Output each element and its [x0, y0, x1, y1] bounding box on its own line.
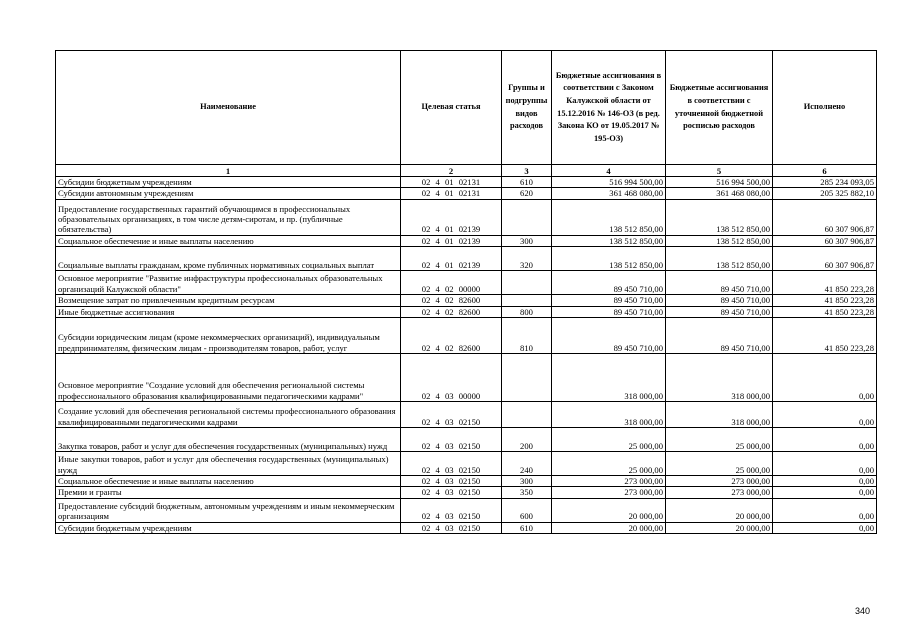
row-budget-refined: 318 000,00 — [666, 354, 773, 402]
row-name: Иные бюджетные ассигнования — [56, 306, 401, 317]
table-row — [56, 522, 877, 533]
row-target-article: 02 4 03 02150 — [401, 487, 502, 498]
row-budget-refined: 25 000,00 — [666, 428, 773, 452]
row-budget-law: 318 000,00 — [552, 402, 666, 428]
table-row — [56, 271, 877, 295]
row-executed: 0,00 — [773, 476, 877, 487]
row-expense-group: 600 — [502, 498, 552, 522]
row-executed: 205 325 882,10 — [773, 188, 877, 199]
row-budget-refined: 25 000,00 — [666, 452, 773, 476]
row-executed: 41 850 223,28 — [773, 306, 877, 317]
row-expense-group — [502, 199, 552, 235]
header-expense-groups: Группы и подгруппы видов расходов — [502, 51, 552, 165]
row-executed: 60 307 906,87 — [773, 247, 877, 271]
row-budget-law: 89 450 710,00 — [552, 295, 666, 306]
row-target-article: 02 4 02 82600 — [401, 295, 502, 306]
row-expense-group: 610 — [502, 177, 552, 188]
row-expense-group — [502, 271, 552, 295]
row-target-article: 02 4 03 00000 — [401, 354, 502, 402]
row-target-article: 02 4 03 02150 — [401, 428, 502, 452]
row-budget-refined: 273 000,00 — [666, 476, 773, 487]
table-row — [56, 247, 877, 271]
row-name: Социальное обеспечение и иные выплаты населению — [56, 476, 401, 487]
header-target-article: Целевая статья — [401, 51, 502, 165]
table-body — [56, 177, 877, 534]
row-budget-law: 318 000,00 — [552, 354, 666, 402]
row-budget-refined: 20 000,00 — [666, 522, 773, 533]
row-target-article: 02 4 02 00000 — [401, 271, 502, 295]
row-name: Социальные выплаты гражданам, кроме публичных нормативных социальных выплат — [56, 247, 401, 271]
row-executed: 41 850 223,28 — [773, 295, 877, 306]
row-name: Субсидии бюджетным учреждениям — [56, 177, 401, 188]
row-executed: 0,00 — [773, 452, 877, 476]
table-row — [56, 188, 877, 199]
budget-table — [55, 50, 877, 534]
row-budget-refined: 89 450 710,00 — [666, 295, 773, 306]
page-number: 340 — [855, 606, 871, 616]
row-budget-law: 20 000,00 — [552, 522, 666, 533]
row-budget-law: 138 512 850,00 — [552, 247, 666, 271]
row-budget-law: 25 000,00 — [552, 452, 666, 476]
column-number: 5 — [666, 165, 773, 177]
row-name: Иные закупки товаров, работ и услуг для обеспечения государственных (муниципальных) нужд — [56, 452, 401, 476]
row-expense-group: 200 — [502, 428, 552, 452]
table-row — [56, 402, 877, 428]
table-row — [56, 318, 877, 354]
column-number-row — [56, 165, 877, 177]
row-name: Закупка товаров, работ и услуг для обеспечения государственных (муниципальных) нужд — [56, 428, 401, 452]
table-row — [56, 487, 877, 498]
row-target-article: 02 4 03 02150 — [401, 498, 502, 522]
row-executed: 0,00 — [773, 428, 877, 452]
table-row — [56, 428, 877, 452]
row-budget-refined: 89 450 710,00 — [666, 318, 773, 354]
row-executed: 0,00 — [773, 522, 877, 533]
row-expense-group: 300 — [502, 476, 552, 487]
column-number: 1 — [56, 165, 401, 177]
row-target-article: 02 4 03 02150 — [401, 476, 502, 487]
row-expense-group: 620 — [502, 188, 552, 199]
row-target-article: 02 4 03 02150 — [401, 522, 502, 533]
header-executed: Исполнено — [773, 51, 877, 165]
row-name: Предоставление государственных гарантий обучающимся в профессиональных образовательных организациях, в том числе детям-сиротам, и пр. (публичные обязательства) — [56, 199, 401, 235]
row-budget-law: 273 000,00 — [552, 476, 666, 487]
row-target-article: 02 4 03 02150 — [401, 452, 502, 476]
row-budget-law: 89 450 710,00 — [552, 306, 666, 317]
row-budget-refined: 89 450 710,00 — [666, 271, 773, 295]
row-executed: 0,00 — [773, 402, 877, 428]
row-executed: 41 850 223,28 — [773, 271, 877, 295]
table-row — [56, 354, 877, 402]
row-expense-group — [502, 402, 552, 428]
row-budget-law: 89 450 710,00 — [552, 271, 666, 295]
row-expense-group: 240 — [502, 452, 552, 476]
row-budget-law: 25 000,00 — [552, 428, 666, 452]
row-executed: 0,00 — [773, 498, 877, 522]
row-executed: 60 307 906,87 — [773, 199, 877, 235]
header-budget-refined: Бюджетные ассигнования в соответствии с уточненной бюджетной росписью расходов — [666, 51, 773, 165]
row-expense-group: 810 — [502, 318, 552, 354]
table-row — [56, 498, 877, 522]
row-budget-refined: 138 512 850,00 — [666, 247, 773, 271]
row-budget-law: 138 512 850,00 — [552, 235, 666, 246]
column-number: 3 — [502, 165, 552, 177]
row-expense-group: 300 — [502, 235, 552, 246]
table-row — [56, 476, 877, 487]
row-expense-group: 350 — [502, 487, 552, 498]
row-name: Основное мероприятие "Создание условий для обеспечения региональной системы профессионального образования квалифицированными педагогическими кадрами" — [56, 354, 401, 402]
row-budget-refined: 138 512 850,00 — [666, 235, 773, 246]
row-target-article: 02 4 01 02131 — [401, 188, 502, 199]
column-number: 6 — [773, 165, 877, 177]
row-target-article: 02 4 02 82600 — [401, 318, 502, 354]
row-budget-refined: 138 512 850,00 — [666, 199, 773, 235]
column-number: 4 — [552, 165, 666, 177]
table-row — [56, 199, 877, 235]
row-expense-group — [502, 354, 552, 402]
row-target-article: 02 4 01 02139 — [401, 199, 502, 235]
row-name: Предоставление субсидий бюджетным, автономным учреждениям и иным некоммерческим организациям — [56, 498, 401, 522]
row-target-article: 02 4 03 02150 — [401, 402, 502, 428]
row-budget-refined: 273 000,00 — [666, 487, 773, 498]
row-budget-refined: 89 450 710,00 — [666, 306, 773, 317]
row-name: Субсидии автономным учреждениям — [56, 188, 401, 199]
row-name: Субсидии бюджетным учреждениям — [56, 522, 401, 533]
row-budget-law: 361 468 080,00 — [552, 188, 666, 199]
row-budget-refined: 318 000,00 — [666, 402, 773, 428]
row-name: Создание условий для обеспечения региональной системы профессионального образования квалифицированными педагогическими кадрами — [56, 402, 401, 428]
row-executed: 41 850 223,28 — [773, 318, 877, 354]
table-row — [56, 235, 877, 246]
header-name: Наименование — [56, 51, 401, 165]
row-budget-refined: 516 994 500,00 — [666, 177, 773, 188]
row-expense-group: 320 — [502, 247, 552, 271]
row-name: Субсидии юридическим лицам (кроме некоммерческих организаций), индивидуальным предпринимателям, физическим лицам - производителям товаров, работ, услуг — [56, 318, 401, 354]
row-expense-group: 800 — [502, 306, 552, 317]
row-budget-refined: 20 000,00 — [666, 498, 773, 522]
row-name: Возмещение затрат по привлеченным кредитным ресурсам — [56, 295, 401, 306]
column-number: 2 — [401, 165, 502, 177]
table-row — [56, 177, 877, 188]
row-budget-refined: 361 468 080,00 — [666, 188, 773, 199]
row-budget-law: 20 000,00 — [552, 498, 666, 522]
header-row — [56, 51, 877, 165]
row-executed: 285 234 093,05 — [773, 177, 877, 188]
row-expense-group: 610 — [502, 522, 552, 533]
table-row — [56, 452, 877, 476]
row-name: Социальное обеспечение и иные выплаты населению — [56, 235, 401, 246]
table-row — [56, 295, 877, 306]
row-expense-group — [502, 295, 552, 306]
row-target-article: 02 4 01 02131 — [401, 177, 502, 188]
row-name: Премии и гранты — [56, 487, 401, 498]
row-name: Основное мероприятие "Развитие инфраструктуры профессиональных образовательных организаций Калужской области" — [56, 271, 401, 295]
row-budget-law: 138 512 850,00 — [552, 199, 666, 235]
row-executed: 0,00 — [773, 354, 877, 402]
row-budget-law: 273 000,00 — [552, 487, 666, 498]
row-target-article: 02 4 01 02139 — [401, 235, 502, 246]
row-executed: 0,00 — [773, 487, 877, 498]
row-budget-law: 516 994 500,00 — [552, 177, 666, 188]
header-budget-law: Бюджетные ассигнования в соответствии с Законом Калужской области от 15.12.2016 № 146-ОЗ (в ред. Закона КО от 19.05.2017 № 195-ОЗ) — [552, 51, 666, 165]
row-target-article: 02 4 02 82600 — [401, 306, 502, 317]
row-target-article: 02 4 01 02139 — [401, 247, 502, 271]
row-budget-law: 89 450 710,00 — [552, 318, 666, 354]
table-row — [56, 306, 877, 317]
row-executed: 60 307 906,87 — [773, 235, 877, 246]
